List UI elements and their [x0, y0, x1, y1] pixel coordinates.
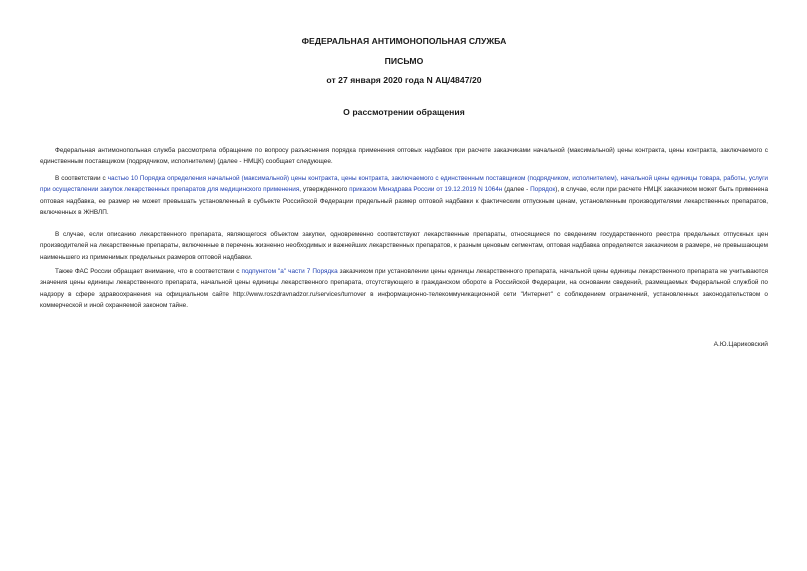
link-order[interactable]: Порядок — [530, 186, 556, 194]
paragraph-2-text-4: ), в случае, если при расчете НМЦК заказчиком может быть применена оптовая надбавка, ее размер не может превышать установленный в субъекте Российской Федерации предельный размер оптовой надбавки к фактическим отпускным ценам, установленным производителями лекарственных препаратов, включенных в ЖНВЛП. — [40, 186, 769, 217]
document-subject: О рассмотрении обращения — [343, 107, 465, 117]
paragraph-2-text-3: (далее - — [502, 186, 531, 194]
link-subclause-a-part-7[interactable]: подпунктом "а" части 7 Порядка — [241, 268, 338, 275]
paragraph-3 — [40, 229, 768, 263]
paragraph-2-text-1: В соответствии с — [55, 175, 108, 182]
paragraph-3-text: В случае, если описанию лекарственного препарата, являющегося объектом закупки, одновременно соответствуют лекарственные препараты, относящиеся по сведениям государственного реестра предельных отпускных цен производителей на лекарственные препараты, включенные в перечень жизненно необходимых и важнейших лекарственных препаратов, к разным ценовым сегментам, оптовая надбавка определяется заказчиком в размере, не превышающем наименьшего из применимых предельных размеров оптовой надбавки. — [40, 231, 768, 261]
document-type: ПИСЬМО — [384, 56, 424, 66]
paragraph-4 — [40, 266, 768, 312]
paragraph-4-text-2: заказчиком при установлении цены единицы лекарственного препарата, начальной цены единицы лекарственного препарата не учитываются значения цены единицы лекарственного препарата, начальной цены единицы лекарственного препарата, отсутствующего в гражданском обороте в Российской Федерации, на основании сведений, размещаемых Федеральной службой по надзору в сфере здравоохранения на официальном сайте http://www.roszdravnadzor.ru/services/turnover в информационно-телекоммуникационной сети "Интернет" с соблюдением ограничений, установленных законодательством о коммерческой и иной охраняемой законом тайне. — [40, 268, 768, 310]
paragraph-2-text-2: , утвержденного — [299, 186, 350, 194]
link-order-part-10[interactable]: частью 10 Порядка определения начальной (максимальной) цены контракта, цены контракта, заключаемого с единственным поставщиком (подрядчиком, исполнителем), начальной цены единицы товара, работы, услуги при осуществлении закупок лекарственных препаратов для медицинского применения — [40, 175, 769, 194]
document-date-number: от 27 января 2020 года N АЦ/4847/20 — [326, 75, 482, 85]
paragraph-1-text: Федеральная антимонопольная служба рассмотрела обращение по вопросу разъяснения порядка применения оптовых надбавок при расчете заказчиками начальной (максимальной) цены контракта, цены контракта, заключаемого с единственным поставщиком (подрядчиком, исполнителем) (далее - НМЦК) сообщает следующее. — [40, 147, 768, 166]
agency-title: ФЕДЕРАЛЬНАЯ АНТИМОНОПОЛЬНАЯ СЛУЖБА — [301, 36, 507, 46]
paragraph-2 — [40, 173, 768, 219]
signature-name: А.Ю.Цариковский — [713, 341, 768, 348]
paragraph-1 — [40, 145, 768, 168]
paragraph-4-text-1: Также ФАС России обращает внимание, что в соответствии с — [55, 268, 242, 275]
link-minzdrav-order[interactable]: приказом Минздрава России от 19.12.2019 N 1064н — [349, 186, 503, 194]
